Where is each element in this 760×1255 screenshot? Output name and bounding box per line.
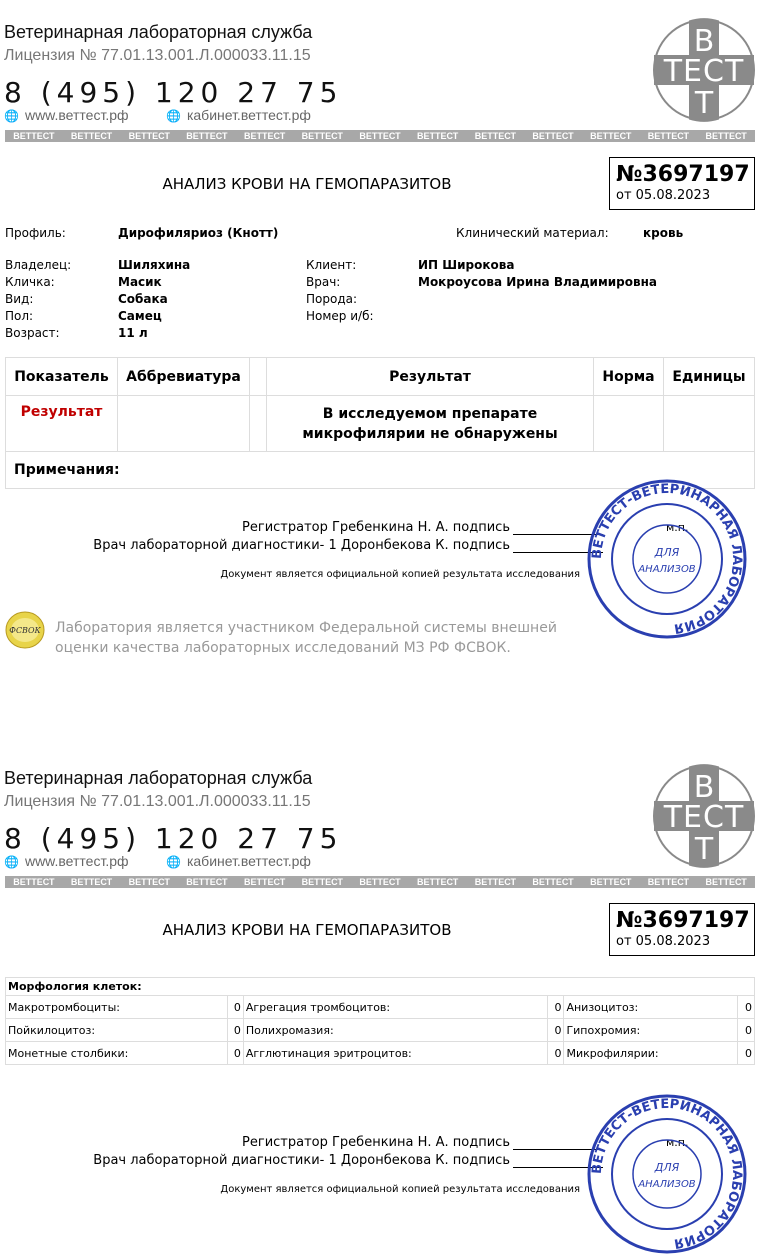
morphology-value: 0: [548, 996, 564, 1019]
morphology-label: Монетные столбики:: [6, 1042, 228, 1065]
doctor-signature: Врач лабораторной диагностики- 1 Доронбекова К. подпись: [93, 538, 510, 553]
doc-number-box: [609, 157, 755, 210]
svg-text:Т: Т: [694, 832, 714, 867]
row-name: Результат: [6, 396, 118, 452]
morphology-value: 0: [227, 996, 243, 1019]
card-label: Номер и/б:: [306, 309, 374, 323]
col-norm: Норма: [594, 358, 664, 396]
material-label: Клинический материал:: [456, 226, 609, 240]
morphology-value: 0: [737, 1019, 754, 1042]
stamp: [586, 1093, 748, 1255]
site-text: www.веттест.рф: [24, 107, 129, 123]
doctor-value: Мокроусова Ирина Владимировна: [418, 275, 657, 289]
morphology-value: 0: [737, 1042, 754, 1065]
doc-number: №3697197: [616, 162, 750, 187]
site-text: www.веттест.рф: [24, 853, 129, 869]
brand-band: ВЕТТЕСТ ВЕТТЕСТ ВЕТТЕСТ ВЕТТЕСТ ВЕТТЕСТ ВЕТТЕСТ ВЕТТЕСТ ВЕТТЕСТ ВЕТТЕСТ ВЕТТЕСТ ВЕТТЕСТ ВЕТТЕСТ ВЕТТЕСТ: [5, 130, 755, 142]
svg-text:ТЕСТ: ТЕСТ: [663, 54, 745, 89]
col-indicator: Показатель: [6, 358, 118, 396]
stamp: [586, 478, 748, 640]
lab-name: Ветеринарная лабораторная служба: [4, 768, 313, 788]
morphology-row: [6, 1019, 755, 1042]
doc-date: от 05.08.2023: [616, 188, 711, 203]
owner-label: Владелец:: [5, 258, 72, 272]
doctor-label: Врач:: [306, 275, 341, 289]
row-result: В исследуемом препарате микрофилярии не обнаружены: [267, 396, 594, 452]
cabinet-text: кабинет.веттест.рф: [186, 107, 311, 123]
site-link[interactable]: [4, 853, 129, 869]
morphology-label: Агглютинация эритроцитов:: [243, 1042, 547, 1065]
morphology-value: 0: [227, 1042, 243, 1065]
globe-icon: 🌐: [4, 855, 19, 869]
morphology-table: [5, 977, 755, 1065]
svg-text:В: В: [693, 24, 715, 59]
sex-value: Самец: [118, 309, 162, 323]
svg-text:ВЕТТЕСТ-ВЕТЕРИНАРНАЯ ЛАБОРАТОР: ВЕТТЕСТ-ВЕТЕРИНАРНАЯ ЛАБОРАТОРИЯ: [589, 1096, 745, 1251]
mp-label: м.п.: [666, 521, 689, 534]
cabinet-link[interactable]: [166, 107, 311, 123]
sex-label: Пол:: [5, 309, 34, 323]
morphology-value: 0: [227, 1019, 243, 1042]
morphology-value: 0: [548, 1019, 564, 1042]
pet-name-value: Масик: [118, 275, 162, 289]
site-link[interactable]: [4, 107, 129, 123]
svg-text:ФСВОК: ФСВОК: [9, 626, 41, 635]
owner-value: Шиляхина: [118, 258, 191, 272]
svg-text:ДЛЯ: ДЛЯ: [654, 546, 680, 559]
age-label: Возраст:: [5, 326, 60, 340]
col-result: Результат: [267, 358, 594, 396]
doc-date: от 05.08.2023: [616, 934, 711, 949]
brand-band: ВЕТТЕСТ ВЕТТЕСТ ВЕТТЕСТ ВЕТТЕСТ ВЕТТЕСТ ВЕТТЕСТ ВЕТТЕСТ ВЕТТЕСТ ВЕТТЕСТ ВЕТТЕСТ ВЕТТЕСТ ВЕТТЕСТ ВЕТТЕСТ: [5, 876, 755, 888]
morphology-label: Анизоцитоз:: [564, 996, 737, 1019]
results-table: [5, 357, 755, 489]
lab-name: Ветеринарная лабораторная служба: [4, 22, 313, 42]
morphology-label: Гипохромия:: [564, 1019, 737, 1042]
svg-text:ТЕСТ: ТЕСТ: [663, 800, 745, 835]
doc-number: №3697197: [616, 908, 750, 933]
globe-icon: 🌐: [166, 109, 181, 123]
table-header: [6, 358, 755, 396]
morphology-row: [6, 996, 755, 1019]
morphology-value: 0: [548, 1042, 564, 1065]
morphology-row: [6, 1042, 755, 1065]
svg-text:ВЕТТЕСТ-ВЕТЕРИНАРНАЯ ЛАБОРАТОР: ВЕТТЕСТ-ВЕТЕРИНАРНАЯ ЛАБОРАТОРИЯ: [589, 481, 745, 636]
svg-text:Т: Т: [694, 86, 714, 121]
phone: 8 (495) 120 27 75: [4, 76, 343, 109]
client-label: Клиент:: [306, 258, 357, 272]
morphology-label: Полихромазия:: [243, 1019, 547, 1042]
morphology-value: 0: [737, 996, 754, 1019]
profile-label: Профиль:: [5, 226, 66, 240]
svg-text:АНАЛИЗОВ: АНАЛИЗОВ: [638, 564, 696, 575]
col-units: Единицы: [664, 358, 755, 396]
svg-text:АНАЛИЗОВ: АНАЛИЗОВ: [638, 1179, 696, 1190]
species-value: Собака: [118, 292, 168, 306]
svg-text:ДЛЯ: ДЛЯ: [654, 1161, 680, 1174]
notes-label: Примечания:: [6, 452, 755, 489]
client-value: ИП Широкова: [418, 258, 515, 272]
doc-title: АНАЛИЗ КРОВИ НА ГЕМОПАРАЗИТОВ: [162, 921, 452, 939]
doc-title: АНАЛИЗ КРОВИ НА ГЕМОПАРАЗИТОВ: [162, 175, 452, 193]
globe-icon: 🌐: [166, 855, 181, 869]
cabinet-link[interactable]: [166, 853, 311, 869]
phone: 8 (495) 120 27 75: [4, 822, 343, 855]
material-value: кровь: [643, 226, 684, 240]
vettest-logo: [652, 764, 756, 868]
morphology-label: Микрофилярии:: [564, 1042, 737, 1065]
registrar-signature: Регистратор Гребенкина Н. А. подпись: [242, 1135, 510, 1150]
globe-icon: 🌐: [4, 109, 19, 123]
breed-label: Порода:: [306, 292, 358, 306]
col-blank: [250, 358, 267, 396]
col-abbr: Аббревиатура: [118, 358, 250, 396]
doctor-signature: Врач лабораторной диагностики- 1 Доронбекова К. подпись: [93, 1153, 510, 1168]
morphology-label: Макротромбоциты:: [6, 996, 228, 1019]
morphology-label: Пойкилоцитоз:: [6, 1019, 228, 1042]
morphology-title: Морфология клеток:: [6, 978, 755, 996]
fsvok-text: Лаборатория является участником Федеральной системы внешней оценки качества лабораторных исследований МЗ РФ ФСВОК.: [55, 620, 557, 656]
registrar-signature: Регистратор Гребенкина Н. А. подпись: [242, 520, 510, 535]
vettest-logo: [652, 18, 756, 122]
mp-label: м.п.: [666, 1136, 689, 1149]
cabinet-text: кабинет.веттест.рф: [186, 853, 311, 869]
age-value: 11 л: [118, 326, 148, 340]
fsvok-logo: [5, 611, 45, 649]
doc-number-box: [609, 903, 755, 956]
table-row: [6, 396, 755, 452]
license: Лицензия № 77.01.13.001.Л.000033.11.15: [4, 47, 311, 64]
official-copy-note: Документ является официальной копией результата исследования: [220, 1184, 580, 1195]
license: Лицензия № 77.01.13.001.Л.000033.11.15: [4, 793, 311, 810]
official-copy-note: Документ является официальной копией результата исследования: [220, 569, 580, 580]
pet-name-label: Кличка:: [5, 275, 55, 289]
morphology-label: Агрегация тромбоцитов:: [243, 996, 547, 1019]
species-label: Вид:: [5, 292, 34, 306]
profile-value: Дирофиляриоз (Кнотт): [118, 226, 279, 240]
svg-text:В: В: [693, 770, 715, 805]
